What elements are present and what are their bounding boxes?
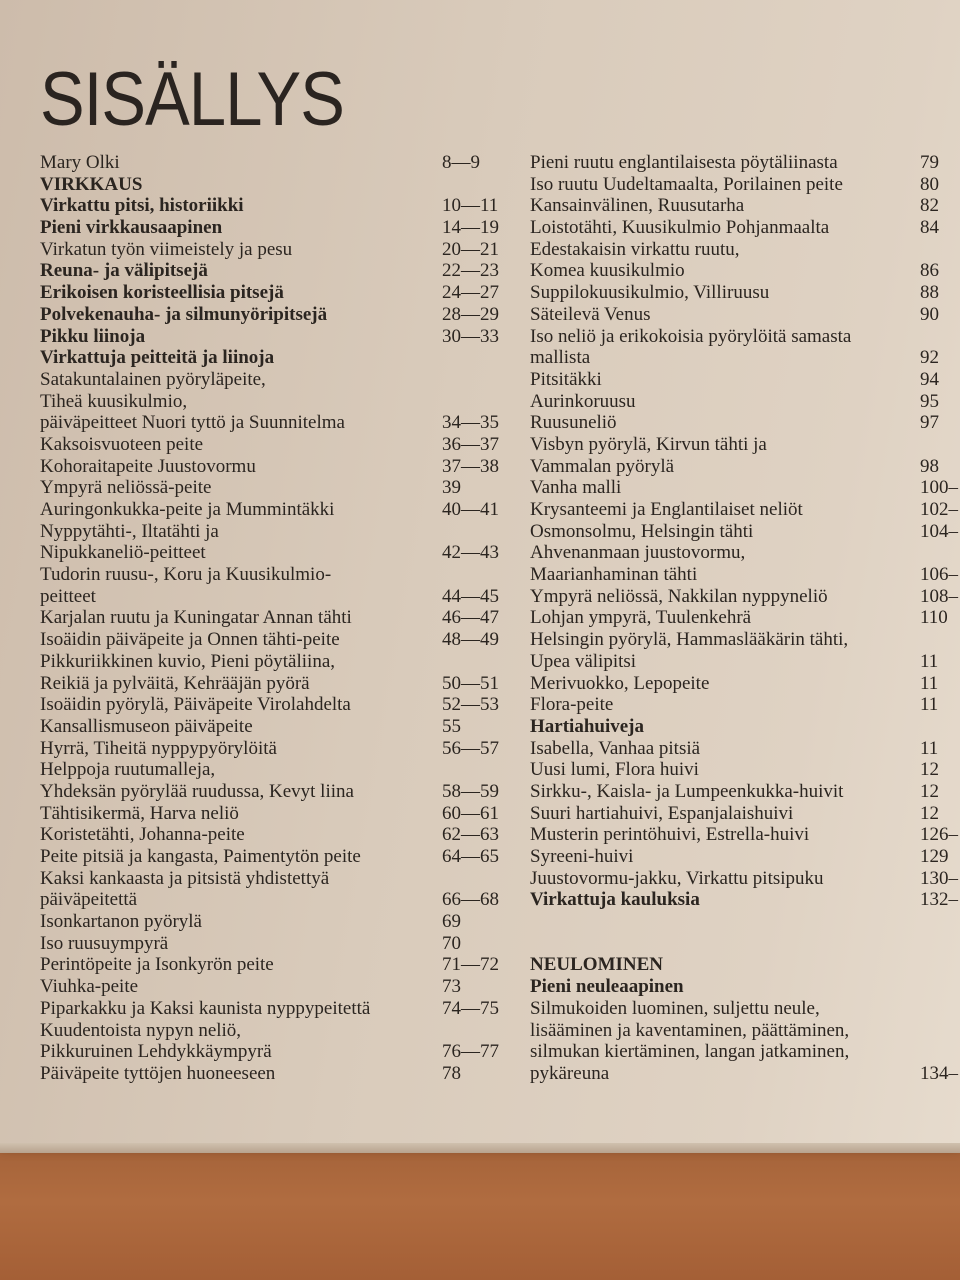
toc-page-number: 132– [920,889,958,911]
toc-page-number: 69 [442,911,461,933]
toc-entry-title: pykäreuna [530,1062,610,1084]
toc-entry [40,369,510,391]
toc-page-number: 64—65 [442,846,499,867]
toc-entry [530,976,960,998]
toc-entry [40,347,510,369]
toc-entry [530,629,960,651]
toc-entry-title: Silmukoiden luominen, suljettu neule, [530,997,820,1019]
toc-heading: Virkattuja kauluksia [530,889,700,911]
toc-page-number: 94 [920,368,939,390]
toc-entry-title: Iso ruusuympyrä [40,932,169,954]
toc-entry [40,998,510,1020]
toc-page-number: 50—51 [442,672,499,694]
toc-entry [40,542,510,564]
toc-page-number: 11 [920,694,939,716]
toc-entry-title: Isoäidin päiväpeite ja Onnen tähti-peite [40,629,340,651]
toc-page-number: 30—33 [442,325,499,347]
toc-entry-title: Vammalan pyörylä [530,455,675,477]
toc-entry-title: Koristetähti, Johanna-peite [40,824,245,846]
toc-entry [530,369,960,391]
toc-page-number: 56—57 [442,737,499,759]
toc-entry [530,1041,960,1063]
toc-left-column [40,152,510,1085]
toc-entry-title: Nyppytähti-, Iltatähti ja [40,520,219,542]
toc-entry [530,434,960,456]
toc-heading: Erikoisen koristeellisia pitsejä [40,282,284,304]
toc-page-number: 62—63 [442,824,499,846]
toc-entry-title: Tähtisikermä, Harva neliö [40,802,239,824]
toc-entry [40,152,510,174]
toc-entry [530,304,960,326]
toc-entry [40,629,510,651]
toc-page-number: 80 [920,173,939,195]
toc-entry [530,846,960,868]
toc-entry-title: Virkatun työn viimeistely ja pesu [40,238,293,260]
toc-page-number: 12 [920,780,939,802]
toc-entry [40,239,510,261]
toc-entry [530,217,960,239]
toc-entry-title: Ympyrä neliössä-peite [40,477,212,499]
toc-heading: Virkattu pitsi, historiikki [40,195,244,217]
toc-page-number: 46—47 [442,607,499,629]
toc-entry-title: Visbyn pyörylä, Kirvun tähti ja [530,433,767,455]
wooden-table-background [0,1150,960,1280]
toc-entry-title: Krysanteemi ja Englantilaiset neliöt [530,499,803,520]
toc-entry [530,716,960,738]
toc-entry-title: Sirkku-, Kaisla- ja Lumpeenkukka-huivit [530,780,844,802]
toc-heading: Pieni neuleaapinen [530,976,684,998]
toc-entry [40,499,510,521]
toc-entry [530,651,960,673]
toc-entry-title: Kansallismuseon päiväpeite [40,715,253,737]
toc-entry-title: Iso neliö ja erikokoisia pyörylöitä samasta [530,325,852,347]
toc-entry-title: Pieni ruutu englantilaisesta pöytäliinasta [530,152,838,173]
toc-entry [530,477,960,499]
toc-entry [40,326,510,348]
toc-page-number: 11 [920,650,939,672]
toc-heading: Virkattuja peitteitä ja liinoja [40,347,275,369]
toc-entry-title: Kansainvälinen, Ruusutarha [530,195,745,217]
toc-entry [530,521,960,543]
toc-entry [40,282,510,304]
toc-entry [40,1041,510,1063]
toc-page-number: 110 [920,607,948,629]
toc-heading: VIRKKAUS [40,173,143,195]
toc-entry [40,954,510,976]
toc-entry [40,434,510,456]
toc-entry [530,824,960,846]
toc-entry-title: Ympyrä neliössä, Nakkilan nyppyneliö [530,585,828,607]
toc-entry-title: Suuri hartiahuivi, Espanjalaishuivi [530,802,794,824]
toc-entry-title: Isabella, Vanhaa pitsiä [530,737,701,759]
toc-entry [530,738,960,760]
toc-entry [40,260,510,282]
toc-entry [530,260,960,282]
toc-entry-title: Lohjan ympyrä, Tuulenkehrä [530,607,752,629]
toc-entry [40,933,510,955]
toc-page-number: 102– [920,499,958,520]
toc-entry [530,564,960,586]
toc-entry [530,326,960,348]
toc-page-number: 12 [920,802,939,824]
toc-page-number: 24—27 [442,282,499,304]
toc-entry [530,282,960,304]
toc-entry [530,1020,960,1042]
toc-entry [530,781,960,803]
toc-entry [40,412,510,434]
toc-entry-title: Pikkuruinen Lehdykkäympyrä [40,1041,272,1063]
toc-entry-title: Isoäidin pyörylä, Päiväpeite Virolahdelta [40,694,351,716]
toc-page-number: 88 [920,282,939,304]
toc-entry [40,846,510,868]
toc-entry-title: Päiväpeite tyttöjen huoneeseen [40,1062,276,1084]
toc-entry-title: Osmonsolmu, Helsingin tähti [530,520,754,542]
toc-entry [530,759,960,781]
toc-entry-title: Hyrrä, Tiheitä nyppypyörylöitä [40,737,277,759]
toc-page-number: 8—9 [442,152,480,173]
toc-page-number: 130– [920,867,958,889]
toc-entry [40,911,510,933]
toc-page-number: 78 [442,1062,461,1084]
toc-entry-title: Vanha malli [530,477,622,499]
toc-entry [530,412,960,434]
toc-entry [40,868,510,890]
toc-entry-title: silmukan kiertäminen, langan jatkaminen, [530,1041,850,1063]
toc-page-number: 95 [920,390,939,412]
toc-entry [530,586,960,608]
toc-page-number: 37—38 [442,455,499,477]
toc-page-number: 44—45 [442,585,499,607]
toc-entry [40,824,510,846]
page-title: SISÄLLYS [40,57,345,142]
toc-entry-title: Kuudentoista nypyn neliö, [40,1019,242,1041]
toc-page-number: 129 [920,846,949,867]
toc-entry [40,976,510,998]
toc-entry-title: Aurinkoruusu [530,390,636,412]
toc-entry [530,391,960,413]
toc-page-number: 10—11 [442,195,499,217]
toc-entry-title: Musterin perintöhuivi, Estrella-huivi [530,824,810,846]
toc-entry-title: Tiheä kuusikulmio, [40,390,188,412]
toc-entry-title: Perintöpeite ja Isonkyrön peite [40,954,274,976]
toc-entry [40,217,510,239]
toc-entry [40,391,510,413]
toc-entry-title: Kaksi kankaasta ja pitsistä yhdistettyä [40,867,330,889]
toc-entry [530,954,960,976]
toc-entry-title: Yhdeksän pyörylää ruudussa, Kevyt liina [40,780,354,802]
toc-entry-title: Kohoraitapeite Juustovormu [40,455,256,477]
toc-entry-title: Karjalan ruutu ja Kuningatar Annan tähti [40,607,352,629]
toc-heading: NEULOMINEN [530,954,664,976]
toc-page-number: 42—43 [442,542,499,564]
toc-entry-title: Ahvenanmaan juustovormu, [530,542,746,564]
toc-entry [40,738,510,760]
toc-entry-title: Piparkakku ja Kaksi kaunista nyppypeitettä [40,997,371,1019]
toc-entry-title: Merivuokko, Lepopeite [530,672,710,694]
toc-entry-title: peitteet [40,585,96,607]
toc-entry-title: Tudorin ruusu-, Koru ja Kuusikulmio- [40,564,332,586]
toc-page-number: 55 [442,715,461,737]
toc-heading: Hartiahuiveja [530,715,644,737]
toc-right-column [530,152,960,1085]
toc-page-number: 86 [920,260,939,282]
toc-entry [40,195,510,217]
toc-entry-title: Syreeni-huivi [530,846,634,867]
toc-heading: Reuna- ja välipitsejä [40,260,208,282]
toc-page-number: 52—53 [442,694,499,716]
toc-page-number: 28—29 [442,303,499,325]
toc-page-number: 79 [920,152,939,173]
toc-page-number: 106– [920,564,958,586]
toc-spacer [530,933,960,955]
toc-page-number: 104– [920,520,958,542]
toc-entry [530,673,960,695]
toc-entry-title: päiväpeitteet Nuori tyttö ja Suunnitelma [40,412,345,434]
toc-page-number: 39 [442,477,461,499]
toc-entry [40,781,510,803]
toc-page-number: 14—19 [442,217,499,239]
toc-entry [530,998,960,1020]
toc-entry [40,586,510,608]
toc-entry [530,1063,960,1085]
toc-entry-title: Säteilevä Venus [530,303,651,325]
toc-entry [40,694,510,716]
toc-entry-title: lisääminen ja kaventaminen, päättäminen, [530,1019,850,1041]
toc-entry [40,521,510,543]
toc-entry [40,477,510,499]
toc-page-number: 100– [920,477,958,499]
toc-entry-title: Helppoja ruutumalleja, [40,759,216,781]
toc-entry [40,607,510,629]
toc-entry-title: Ruusuneliö [530,412,617,434]
toc-entry-title: Pikkuriikkinen kuvio, Pieni pöytäliina, [40,650,336,672]
toc-entry-title: Viuhka-peite [40,976,139,998]
toc-entry-title: Kaksoisvuoteen peite [40,433,204,455]
toc-page-number: 34—35 [442,412,499,434]
toc-entry-title: Komea kuusikulmio [530,260,685,282]
toc-page-number: 98 [920,455,939,477]
toc-heading: Pieni virkkausaapinen [40,217,223,239]
toc-page-number: 71—72 [442,954,499,976]
toc-entry [40,673,510,695]
toc-entry-title: Peite pitsiä ja kangasta, Paimentytön peite [40,846,361,867]
toc-entry [530,803,960,825]
toc-entry-title: Juustovormu-jakku, Virkattu pitsipuku [530,867,824,889]
toc-entry [40,304,510,326]
toc-page-number: 97 [920,412,939,434]
toc-page-number: 74—75 [442,997,499,1019]
toc-entry [530,174,960,196]
toc-page-number: 36—37 [442,433,499,455]
toc-entry-title: päiväpeitettä [40,889,138,911]
toc-page-number: 82 [920,195,939,217]
toc-entry-title: Suppilokuusikulmio, Villiruusu [530,282,770,304]
toc-entry [530,347,960,369]
toc-page-number: 11 [920,672,939,694]
toc-entry [40,803,510,825]
toc-entry-title: Nipukkaneliö-peitteet [40,542,206,564]
toc-page-number: 12 [920,759,939,781]
toc-entry [530,152,960,174]
toc-page-number: 126– [920,824,958,846]
toc-entry [530,694,960,716]
toc-entry [40,1063,510,1085]
toc-entry [40,1020,510,1042]
toc-entry-title: Loistotähti, Kuusikulmio Pohjanmaalta [530,217,830,239]
toc-entry [530,542,960,564]
toc-page-number: 22—23 [442,260,499,282]
toc-entry-title: Edestakaisin virkattu ruutu, [530,238,740,260]
toc-entry [530,607,960,629]
toc-entry-title: Satakuntalainen pyöryläpeite, [40,368,266,390]
toc-entry [40,716,510,738]
toc-spacer [530,911,960,933]
toc-page-number: 20—21 [442,238,499,260]
toc-entry-title: Reikiä ja pylväitä, Kehrääjän pyörä [40,672,310,694]
toc-page-number: 48—49 [442,629,499,651]
toc-entry [530,868,960,890]
toc-entry [530,456,960,478]
toc-page-number: 60—61 [442,802,499,824]
toc-page-number: 70 [442,932,461,954]
toc-entry-title: Uusi lumi, Flora huivi [530,759,699,781]
toc-page-number: 73 [442,976,461,998]
toc-entry [40,889,510,911]
toc-page-number: 108– [920,585,958,607]
toc-page-number: 84 [920,217,939,239]
toc-page-number: 11 [920,737,939,759]
toc-entry [530,889,960,911]
toc-entry [40,456,510,478]
toc-entry-title: Pitsitäkki [530,368,602,390]
toc-page-number: 76—77 [442,1041,499,1063]
toc-entry-title: Auringonkukka-peite ja Mummintäkki [40,499,335,520]
toc-page-number: 58—59 [442,780,499,802]
toc-entry [40,651,510,673]
toc-heading: Polvekenauha- ja silmunyöripitsejä [40,303,328,325]
toc-entry [40,759,510,781]
toc-entry-title: Mary Olki [40,152,120,173]
toc-page-number: 92 [920,347,939,369]
toc-entry [40,174,510,196]
toc-entry [530,239,960,261]
toc-entry-title: Flora-peite [530,694,614,716]
toc-page-number: 66—68 [442,889,499,911]
toc-entry [530,499,960,521]
toc-entry-title: mallista [530,347,591,369]
toc-heading: Pikku liinoja [40,325,146,347]
toc-entry-title: Isonkartanon pyörylä [40,911,202,933]
toc-entry-title: Iso ruutu Uudeltamaalta, Porilainen peite [530,173,843,195]
toc-page-number: 90 [920,303,939,325]
toc-entry-title: Upea välipitsi [530,650,637,672]
toc-page-number: 134– [920,1062,958,1084]
toc-entry-title: Helsingin pyörylä, Hammaslääkärin tähti, [530,629,849,651]
toc-entry-title: Maarianhaminan tähti [530,564,698,586]
toc-entry [530,195,960,217]
toc-page-number: 40—41 [442,499,499,520]
toc-entry [40,564,510,586]
